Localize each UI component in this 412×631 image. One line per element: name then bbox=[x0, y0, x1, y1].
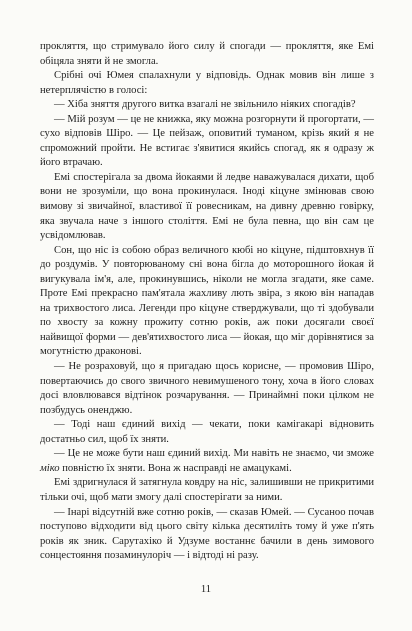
paragraph: — Тоді наш єдиний вихід — чекати, поки камігакарі відновить достатньо сил, щоб їх зняти. bbox=[40, 419, 374, 445]
paragraph: Сон, що ніс із собою образ величного кюбі но кіцуне, підштовхнув її до роздумів. У повторюваному сні вона бігла до моторошного йокая й вигукувала ім'я, але, прокинувшись, ніколи не могла згадати, яке саме. Проте Емі прекрасно пам'ятала жахливу лють звіра, з якою він нападав на трихвостого лиса. Легенди про кіцуне стверджували, що ті здобували по хвосту за кожну прожиту сотню років, аж поки досягали своєї найвищої форми — дев'ятихвостого лиса — йокая, що міг дорівнятися за могутністю драконові. bbox=[40, 244, 374, 358]
page-number: 11 bbox=[200, 584, 212, 595]
paragraph: Срібні очі Юмея спалахнули у відповідь. Однак мовив він лише з нетерплячістю в голосі: bbox=[40, 70, 374, 96]
body-text bbox=[40, 40, 374, 564]
paragraph: — Хіба зняття другого витка взагалі не звільнило ніяких спогадів? bbox=[54, 99, 356, 111]
paragraph: Емі спостерігала за двома йокаями й ледве наважувалася дихати, щоб вони не зрозуміли, що вона прокинулася. Іноді кіцуне змінював свою вимову зі звичайної, властивої її ровесникам, на дивну древню говірку, яка звучала наче з іншого століття. Емі не була певна, що він сам це усвідомлював. bbox=[40, 171, 374, 242]
paragraph: — Інарі відсутній вже сотню років, — сказав Юмей. — Сусаноо почав поступово відходити від цього світу кілька десятиліть тому й уже п'ять років як зник. Сарутахіко й Удзуме востаннє бачили в день зимового сонцестояння позаминулоріч — і відтоді ні разу. bbox=[40, 506, 374, 562]
paragraph: — Це не може бути наш єдиний вихід. Ми навіть не знаємо, чи зможе міко повністю їх зняти. Вона ж насправді не амацукамі. bbox=[40, 448, 374, 474]
paragraph: — Мій розум — це не книжка, яку можна розгорнути й прогортати, — сухо відповів Шіро. — Це пейзаж, оповитий туманом, крізь який я не спроможний пройти. Не встигає з'явитися якийсь спогад, як я одразу ж його втрачаю. bbox=[40, 113, 374, 169]
emphasized-word: міко bbox=[40, 462, 60, 474]
paragraph: — Не розраховуй, що я пригадаю щось корисне, — промовив Шіро, повертаючись до свого звичного невимушеного тону, хоча в його словах досі вловлювався відтінок розчарування. — Принаймні поки цілком не позбудусь оненджю. bbox=[40, 361, 374, 416]
paragraph: прокляття, що стримувало його силу й спогади — прокляття, яке Емі обіцяла зняти й не змогла. bbox=[40, 41, 374, 67]
paragraph: Емі здригнулася й затягнула ковдру на ніс, залишивши не прикритими тільки очі, щоб мати змогу далі спостерігати за ними. bbox=[40, 477, 374, 503]
